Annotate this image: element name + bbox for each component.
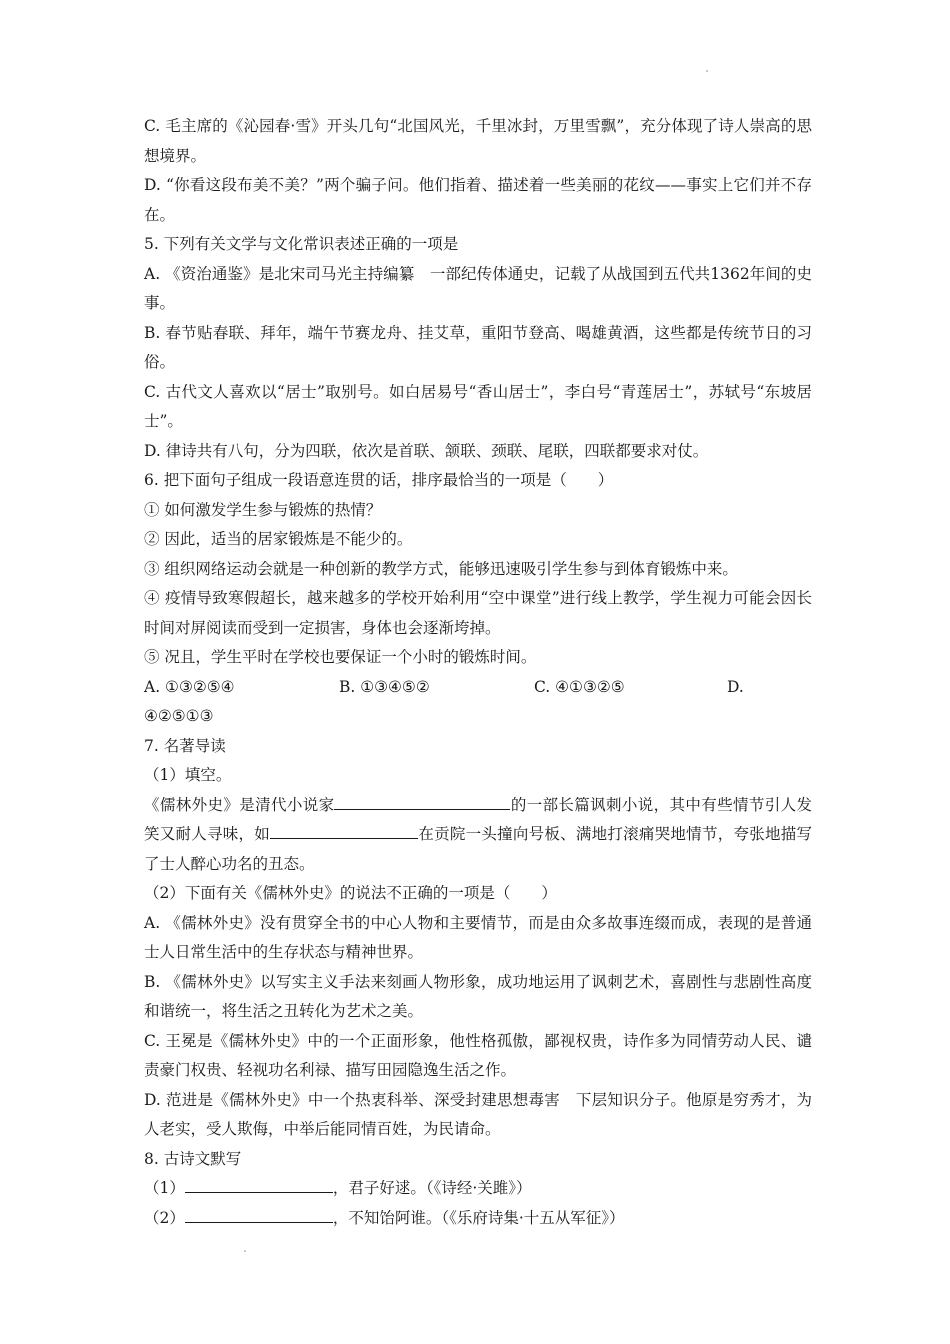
scan-dot xyxy=(244,1250,246,1252)
q7-question: 7. 名著导读 xyxy=(144,736,226,755)
q7-option-b: B. 《儒林外史》以写实主义手法来刻画人物形象，成功地运用了讽刺艺术，喜剧性与悲剧性高度和谐统一，将生活之丑转化为艺术之美。 xyxy=(144,972,812,1020)
q5-option-d: D. 律诗共有八句，分为四联，依次是首联、颔联、颈联、尾联，四联都要求对仗。 xyxy=(144,441,709,460)
q6-option-d-text: ④②⑤①③ xyxy=(144,707,214,725)
q7-option-a: A. 《儒林外史》没有贯穿全书的中心人物和主要情节，而是由众多故事连缀而成，表现的是普通士人日常生活中的生存状态与精神世界。 xyxy=(144,913,812,961)
scan-dot xyxy=(706,70,708,72)
q8-item-1: （1） ，君子好逑。（《诗经·关雎》） xyxy=(144,1179,532,1197)
q7-part1-fill: 《儒林外史》是清代小说家 的一部长篇讽刺小说，其中有些情节引人发笑又耐人寻味，如 在贡院一头撞向号板、满地打滚痛哭地情节，夸张地描写了士人醉心功名的丑态。 xyxy=(144,795,812,873)
q4-option-d: D. “你看这段布美不美？”两个骗子问。他们指着、描述着一些美丽的花纹——事实上它们并不存在。 xyxy=(144,176,812,224)
q6-option-d: D. xyxy=(727,677,744,696)
q7-part2: （2）下面有关《儒林外史》的说法不正确的一项是（ ） xyxy=(144,884,557,902)
q7-option-c: C. 王冕是《儒林外史》中的一个正面形象，他性格孤傲，鄙视权贵，诗作多为同情劳动人民、谴责豪门权贵、轻视功名利禄、描写田园隐逸生活之作。 xyxy=(144,1031,812,1079)
q6-sentence-5: ⑤ 况且，学生平时在学校也要保证一个小时的锻炼时间。 xyxy=(144,648,537,666)
q6-option-b: B. ①③④⑤② xyxy=(339,677,430,696)
q6-sentence-4: ④ 疫情导致寒假超长，越来越多的学校开始利用“空中课堂”进行线上教学，学生视力可能会因长时间对屏阅读而受到一定损害，身体也会逐渐垮掉。 xyxy=(144,589,812,637)
answer-blank xyxy=(270,823,418,839)
q6-option-a: A. ①③②⑤④ xyxy=(144,677,235,696)
q6-option-c: C. ④①③②⑤ xyxy=(534,677,625,696)
q6-question: 6. 把下面句子组成一段语意连贯的话，排序最恰当的一项是（ ） xyxy=(144,471,614,489)
q5-question: 5. 下列有关文学与文化常识表述正确的一项是 xyxy=(144,235,459,253)
q5-option-a: A. 《资治通鉴》是北宋司马光主持编纂 一部纪传体通史，记载了从战国到五代共1362年间的史事。 xyxy=(144,264,812,312)
q8-item-2: （2） ，不知饴阿谁。（《乐府诗集·十五从军征》） xyxy=(144,1208,625,1227)
q5-option-c: C. 古代文人喜欢以“居士”取别号。如白居易号“香山居士”，李白号“青莲居士”，苏轼号“东坡居士”。 xyxy=(144,382,812,430)
q6-options xyxy=(144,673,812,703)
q7-part1: （1）填空。 xyxy=(144,766,232,784)
q6-sentence-2: ② 因此，适当的居家锻炼是不能少的。 xyxy=(144,530,413,548)
q6-sentence-3: ③ 组织网络运动会就是一种创新的教学方式，能够迅速吸引学生参与到体育锻炼中来。 xyxy=(144,559,738,578)
q6-sentence-1: ① 如何激发学生参与锻炼的热情？ xyxy=(144,500,382,519)
answer-blank xyxy=(185,1207,333,1223)
q7-option-d: D. 范进是《儒林外史》中一个热衷科举、深受封建思想毒害 下层知识分子。他原是穷秀才，为人老实，受人欺侮，中举后能同情百姓，为民请命。 xyxy=(144,1090,812,1138)
q4-option-c: C. 毛主席的《沁园春·雪》开头几句“北国风光，千里冰封，万里雪飘”，充分体现了诗人崇高的思想境界。 xyxy=(144,117,812,165)
answer-blank xyxy=(334,794,510,810)
q8-question: 8. 古诗文默写 xyxy=(144,1149,242,1168)
answer-blank xyxy=(185,1177,333,1193)
q5-option-b: B. 春节贴春联、拜年，端午节赛龙舟、挂艾草，重阳节登高、喝雄黄酒，这些都是传统节日的习俗。 xyxy=(144,323,812,371)
document-body xyxy=(144,112,812,1233)
